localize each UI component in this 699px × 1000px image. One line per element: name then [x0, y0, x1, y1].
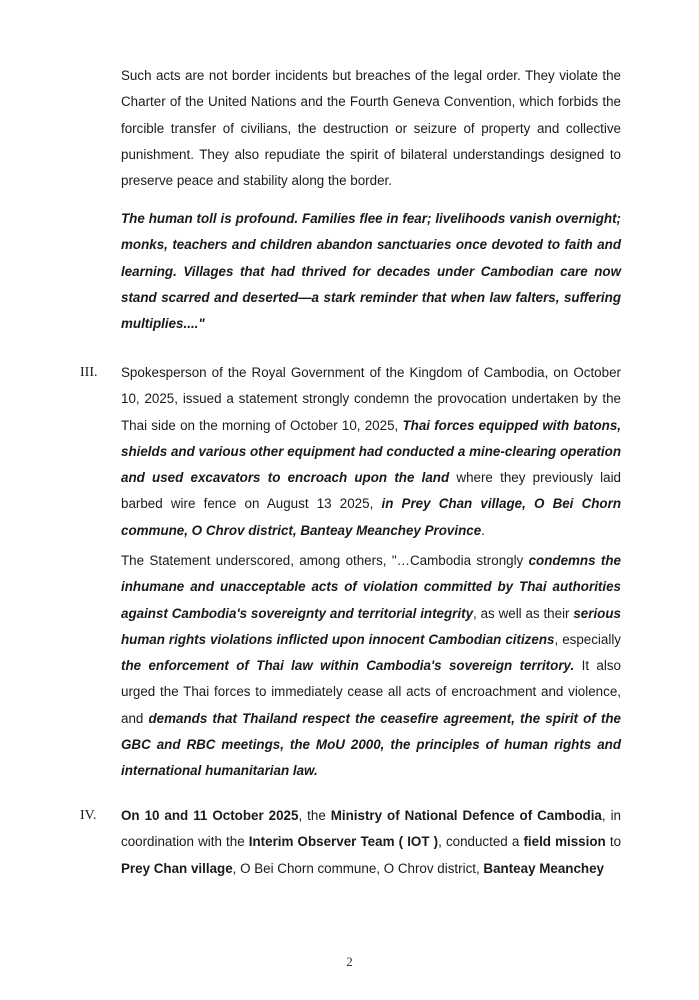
text-segment: the enforcement of Thai law within Cambodia's sovereign territory. [121, 658, 575, 674]
text-segment: Interim Observer Team ( IOT ) [248, 834, 439, 850]
text-segment: Thai forces equipped with batons, shields and various other equipment had conducted a mine-clearing operation and used excavators to encroach upon the land [121, 417, 621, 486]
text-segment: field mission [523, 834, 606, 850]
text-segment: , the [298, 808, 331, 823]
text-segment: It also urged the Thai forces to immediately cease all acts of encroachment and violence, and [121, 658, 621, 726]
text-segment: The Statement underscored, among others, "…Cambodia strongly [121, 553, 529, 568]
text-segment: condemns the inhumane and unacceptable acts of violation committed by Thai authorities against Cambodia's sovereignty and territorial integrity [121, 553, 621, 621]
paragraph-spokesperson-statement [121, 360, 621, 544]
text-segment: Banteay Meanchey [483, 860, 604, 876]
text-segment: to [605, 834, 622, 850]
text-segment: Ministry of National Defence of Cambodia [330, 808, 602, 823]
paragraph-statement-quote [121, 548, 621, 785]
page-number: 2 [346, 954, 353, 969]
section-number-iv: IV. [80, 808, 97, 823]
paragraph-field-mission [121, 803, 621, 882]
paragraph-human-toll [121, 206, 621, 337]
text-segment: , O Bei Chorn commune, O Chrov district, [232, 860, 484, 876]
paragraph-legal-breach [121, 63, 621, 194]
text-segment: , as well as their [473, 605, 574, 621]
text-segment: . [481, 522, 485, 538]
text-segment: , in coordination with the [121, 808, 621, 850]
text-segment: , conducted a [438, 834, 524, 850]
text-segment: Prey Chan village [121, 860, 233, 876]
section-number-iii: III. [80, 365, 98, 380]
text-segment: Such acts are not border incidents but breaches of the legal order. They violate the Charter of the United Nations and the Fourth Geneva Convention, which forbids the forcible transfer of civilians, the destruction or seizure of property and collective punishment. They also repudiate the spirit of bilateral understandings designed to preserve peace and stability along the border. [121, 68, 621, 189]
text-segment: Spokesperson of the Royal Government of the Kingdom of Cambodia, on October 10, 2025, issued a statement strongly condemn the provocation undertaken by the Thai side on the morning of October 10, 2025, [121, 365, 621, 433]
text-segment: where they previously laid barbed wire fence on August 13 2025, [121, 470, 622, 512]
text-segment: in Prey Chan village, O Bei Chorn commune, O Chrov district, Banteay Meanchey Province [121, 496, 621, 538]
text-segment: , especially [554, 631, 621, 647]
text-segment: demands that Thailand respect the ceasefire agreement, the spirit of the GBC and RBC meetings, the MoU 2000, the principles of human rights and international humanitarian law. [121, 710, 621, 779]
text-segment: On 10 and 11 October 2025 [121, 808, 299, 823]
text-segment: The human toll is profound. Families flee in fear; livelihoods vanish overnight; monks, teachers and children abandon sanctuaries once devoted to faith and learning. Villages that had thrived for decades under Cambodian care now stand scarred and deserted—a stark reminder that when law falters, suffering multiplies...." [121, 211, 621, 332]
text-segment: serious human rights violations inflicted upon innocent Cambodian citizens [121, 605, 621, 647]
